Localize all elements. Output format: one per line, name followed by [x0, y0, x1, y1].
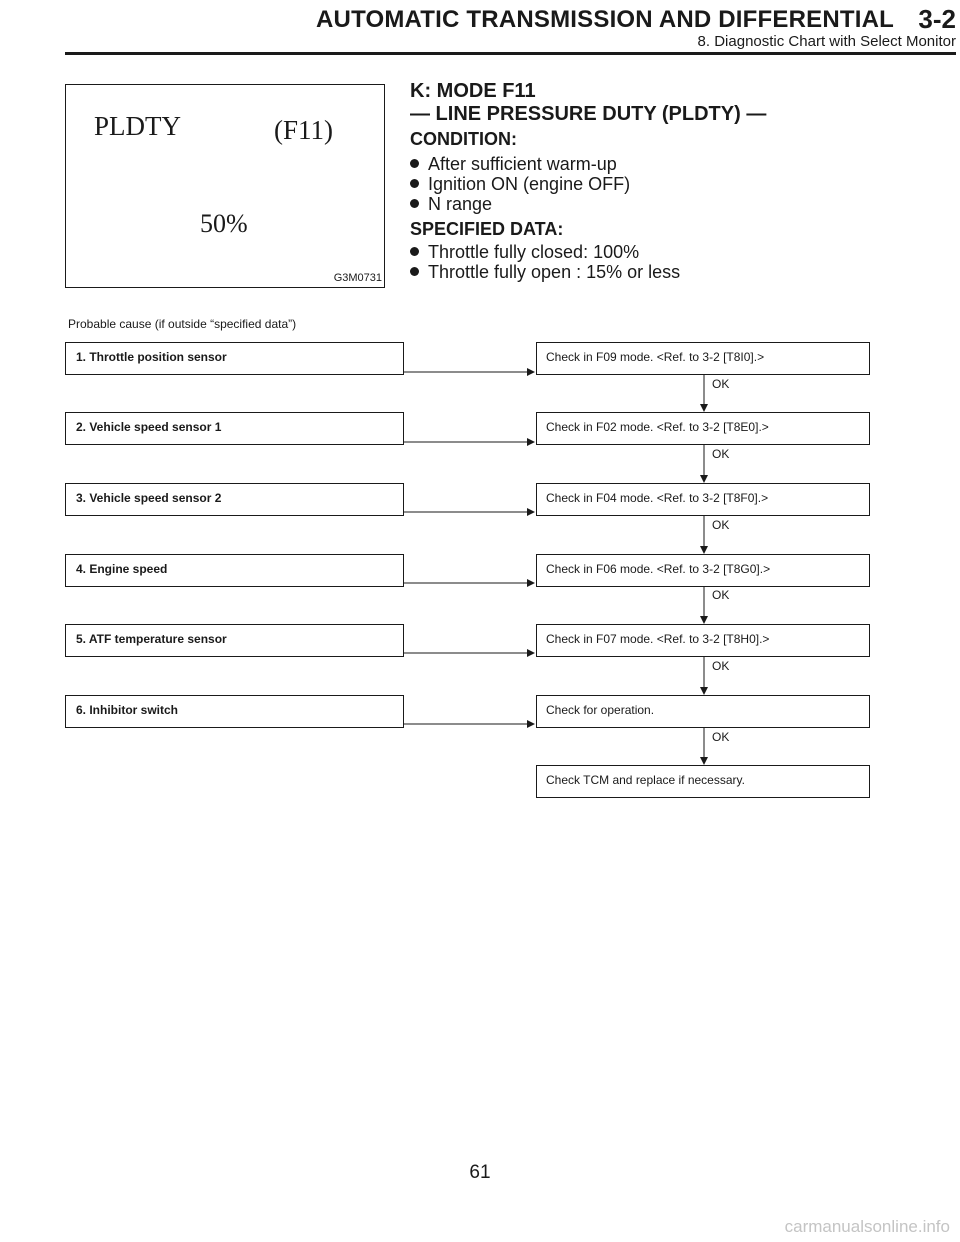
cause-box: 1. Throttle position sensor — [65, 342, 404, 375]
check-box: Check in F06 mode. <Ref. to 3-2 [T8G0].> — [536, 554, 870, 587]
mode-subtitle: — LINE PRESSURE DUTY (PLDTY) — — [410, 103, 767, 125]
check-box: Check in F07 mode. <Ref. to 3-2 [T8H0].> — [536, 624, 870, 657]
check-box: Check in F04 mode. <Ref. to 3-2 [T8F0].> — [536, 483, 870, 516]
chapter-title: AUTOMATIC TRANSMISSION AND DIFFERENTIAL — [316, 6, 894, 33]
section-subtitle: 8. Diagnostic Chart with Select Monitor — [697, 33, 956, 50]
ok-label: OK — [712, 447, 730, 461]
ok-label: OK — [712, 588, 730, 602]
cause-box: 2. Vehicle speed sensor 1 — [65, 412, 404, 445]
page-number: 61 — [469, 1162, 491, 1183]
cause-box: 6. Inhibitor switch — [65, 695, 404, 728]
final-check-box: Check TCM and replace if necessary. — [536, 765, 870, 798]
monitor-value: 50% — [200, 209, 248, 238]
probable-cause-label: Probable cause (if outside “specified data”) — [68, 317, 297, 331]
ok-label: OK — [712, 730, 730, 744]
cause-box: 4. Engine speed — [65, 554, 404, 587]
cause-box: 3. Vehicle speed sensor 2 — [65, 483, 404, 516]
cause-box: 5. ATF temperature sensor — [65, 624, 404, 657]
condition-text: Ignition ON (engine OFF) — [428, 174, 631, 194]
section-number: 3-2 — [918, 4, 956, 34]
check-box: Check in F09 mode. <Ref. to 3-2 [T8I0].> — [536, 342, 870, 375]
ok-label: OK — [712, 659, 730, 673]
ok-label: OK — [712, 377, 730, 391]
mode-title: K: MODE F11 — [410, 80, 536, 102]
specified-heading: SPECIFIED DATA: — [410, 219, 564, 239]
figure-code: G3M0731 — [333, 272, 382, 284]
check-box: Check for operation. — [536, 695, 870, 728]
condition-text: After sufficient warm-up — [428, 154, 617, 174]
specified-text: Throttle fully closed: 100% — [428, 242, 640, 262]
monitor-parameter: PLDTY — [94, 111, 181, 141]
condition-text: N range — [428, 194, 493, 214]
specified-text: Throttle fully open : 15% or less — [428, 262, 681, 282]
ok-label: OK — [712, 518, 730, 532]
condition-heading: CONDITION: — [410, 129, 517, 149]
monitor-mode: (F11) — [274, 115, 333, 145]
watermark: carmanualsonline.info — [784, 1217, 950, 1236]
check-box: Check in F02 mode. <Ref. to 3-2 [T8E0].> — [536, 412, 870, 445]
